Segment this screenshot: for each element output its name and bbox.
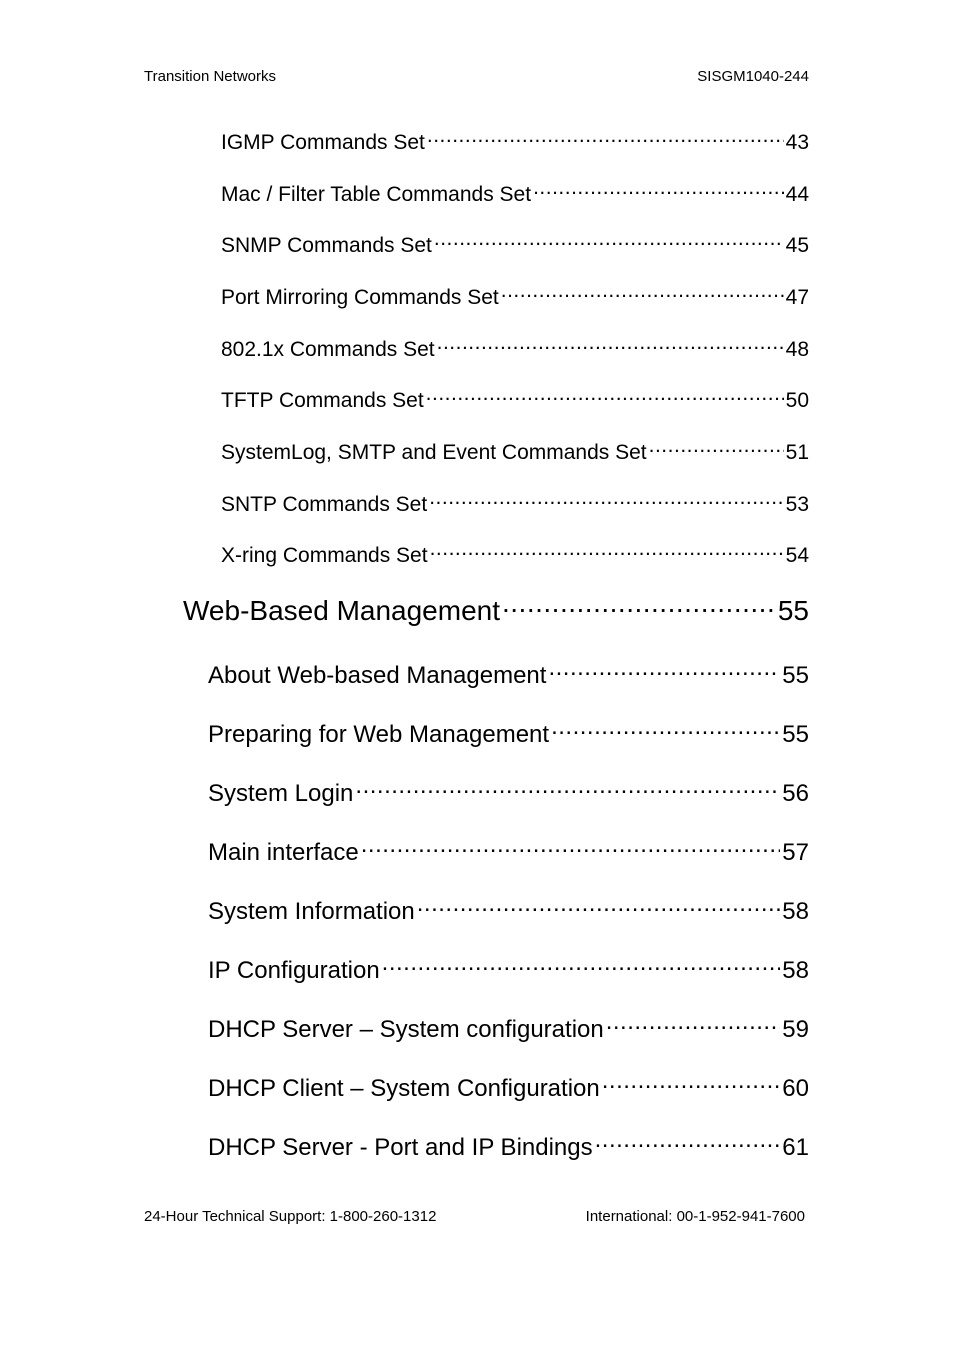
toc-leader [426,386,784,407]
toc-page: 43 [785,131,809,154]
page-header [144,68,809,86]
toc-page: 55 [777,595,809,626]
toc-entry[interactable] [208,718,809,750]
toc-title: Web-Based Management [183,595,500,626]
toc-leader [430,541,784,562]
toc-leader [595,1131,781,1155]
toc-page: 58 [782,898,809,925]
toc-entry[interactable] [208,895,809,927]
toc-leader [382,954,781,978]
toc-entry[interactable] [221,231,809,259]
toc-page: 53 [785,493,809,516]
toc-title: About Web-based Management [208,662,547,689]
toc-leader [437,335,784,356]
toc-page: 47 [785,286,809,309]
toc-leader [606,1013,781,1037]
toc-leader [427,128,784,149]
toc-leader [602,1072,781,1096]
toc-entry[interactable] [208,659,809,691]
toc-entry[interactable] [221,490,809,518]
toc-chapter-entry[interactable] [183,592,809,628]
toc-entry[interactable] [208,1072,809,1104]
toc-entry[interactable] [221,283,809,311]
toc-leader [361,836,781,860]
toc-page: 61 [782,1134,809,1161]
toc-page: 55 [782,662,809,689]
toc-entry[interactable] [221,438,809,466]
toc-page: 44 [785,183,809,206]
toc-entry[interactable] [208,777,809,809]
toc-entry[interactable] [221,335,809,363]
toc-title: DHCP Server - Port and IP Bindings [208,1134,593,1161]
toc-page: 56 [782,780,809,807]
toc-leader [649,438,784,459]
toc-title: SNMP Commands Set [221,234,432,257]
toc-page: 45 [785,234,809,257]
toc-leader [502,592,776,620]
toc-title: TFTP Commands Set [221,389,424,412]
toc-leader [434,231,784,252]
toc-leader [429,490,783,511]
toc-entry[interactable] [221,180,809,208]
toc-leader [548,659,780,683]
footer-support-phone: 24-Hour Technical Support: 1-800-260-1312 [144,1208,437,1225]
toc-entry[interactable] [221,128,809,156]
toc-page: 57 [782,839,809,866]
toc-page: 48 [785,338,809,361]
footer-international-phone: International: 00-1-952-941-7600 [585,1208,805,1225]
toc-leader [551,718,780,742]
toc-title: System Information [208,898,415,925]
toc-title: SystemLog, SMTP and Event Commands Set [221,441,647,464]
page-footer [144,1208,805,1226]
toc-title: Preparing for Web Management [208,721,550,748]
toc-entry[interactable] [221,541,809,569]
toc-page: 58 [782,957,809,984]
toc-entry[interactable] [208,1131,809,1163]
toc-leader [355,777,780,801]
toc-page: 54 [785,544,809,567]
toc-page: 59 [782,1016,809,1043]
toc-title: IGMP Commands Set [221,131,425,154]
toc-title: Port Mirroring Commands Set [221,286,499,309]
toc-entry[interactable] [208,1013,809,1045]
toc-title: 802.1x Commands Set [221,338,435,361]
toc-page: 55 [782,721,809,748]
toc-entry[interactable] [208,836,809,868]
toc-title: Main interface [208,839,359,866]
toc-title: IP Configuration [208,957,380,984]
toc-page: 50 [785,389,809,412]
toc-entry[interactable] [208,954,809,986]
toc-leader [501,283,784,304]
header-model: SISGM1040-244 [697,68,809,85]
toc-title: Mac / Filter Table Commands Set [221,183,532,206]
toc-title: X-ring Commands Set [221,544,428,567]
toc-page: 60 [782,1075,809,1102]
header-company: Transition Networks [144,68,276,85]
toc-entry[interactable] [221,386,809,414]
toc-title: SNTP Commands Set [221,493,428,516]
toc-leader [417,895,781,919]
toc-page: 51 [785,441,809,464]
toc-leader [533,180,784,201]
toc-title: System Login [208,780,354,807]
toc-title: DHCP Client – System Configuration [208,1075,600,1102]
toc-title: DHCP Server – System configuration [208,1016,604,1043]
